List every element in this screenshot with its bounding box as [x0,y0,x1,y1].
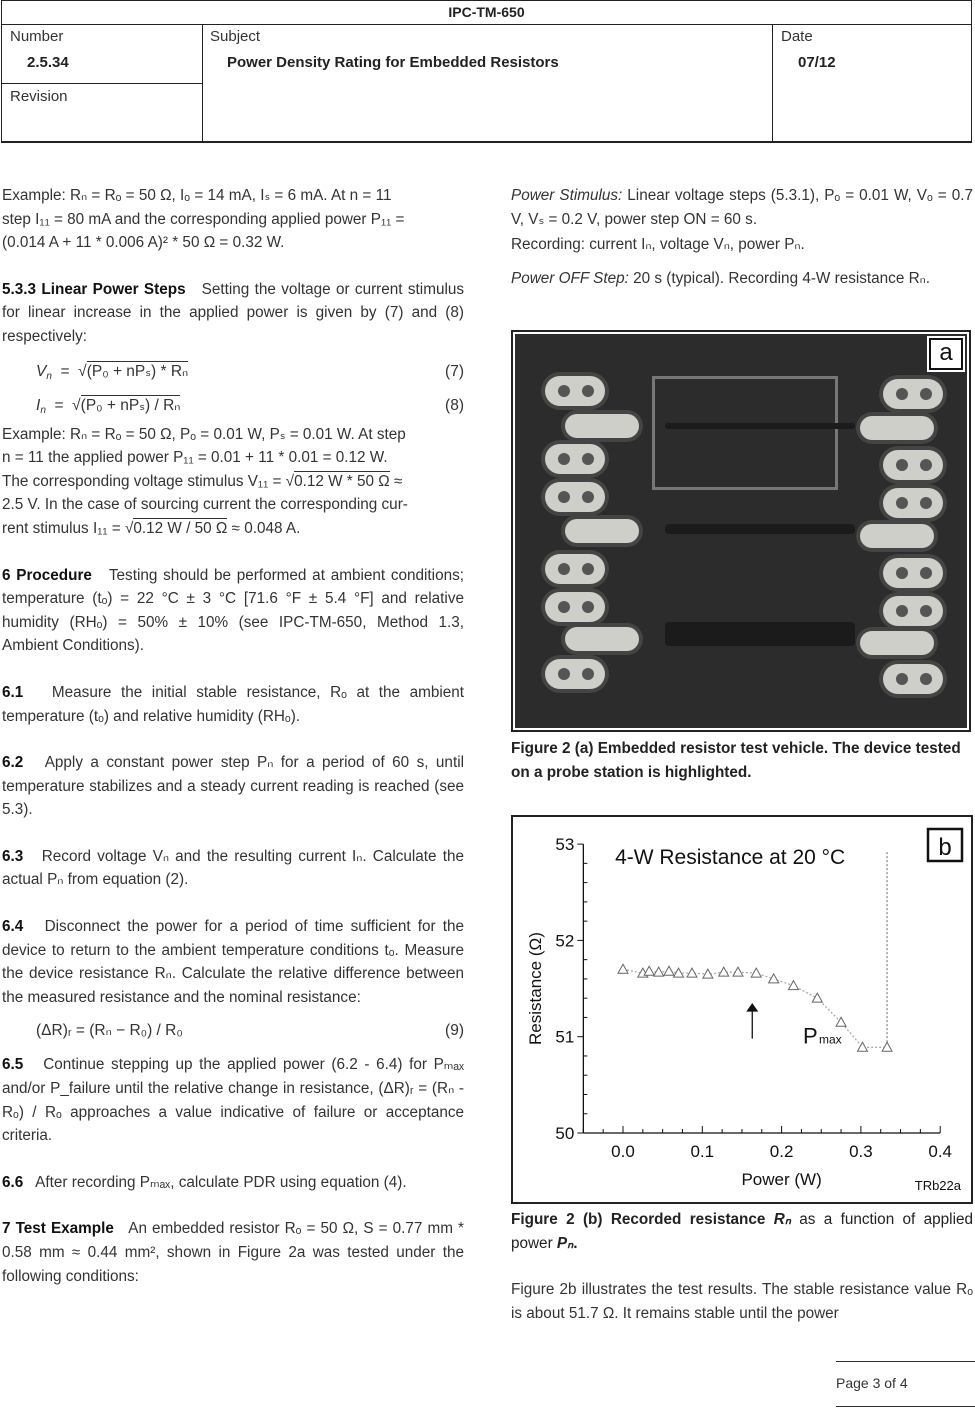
via-hole [920,497,932,509]
footer-rule-top [836,1361,975,1362]
figure-2b-caption: Figure 2 (b) Recorded resistance Rₙ as a function of applied power Pₙ. [511,1211,973,1252]
y-tick-label: 52 [555,931,575,951]
section-6-2: 6.2 Apply a constant power step Pₙ for a period of 60 s, until temperature stabilizes and a steady current reading is reached (see 5.3). [2,754,464,819]
via-hole [582,491,594,503]
via-hole [920,605,932,617]
via-hole [558,601,570,613]
resistor-trace [665,423,855,429]
section-6-5: 6.5 Continue stepping up the applied power (6.2 - 6.4) for Pₘₐₓ and/or P_failure until the relative change in resistance, (ΔR)ᵣ = (Rₙ - Rₒ) / Rₒ approaches a value indicative of failure or acceptance criteria. [2,1056,465,1145]
figure-2a-caption: Figure 2 (a) Embedded resistor test vehicle. The device tested on a probe station is highlighted. [511,740,961,781]
equation-7: $V_n = √(P_0 + nP_s) * R_n$ (7) [36,362,464,382]
resistor-trace [665,622,855,646]
data-point [812,993,822,1002]
via-hole [896,388,908,400]
via-pad [545,659,605,689]
via-hole [582,453,594,465]
via-hole [896,605,908,617]
via-hole [558,668,570,680]
x-tick-label: 0.1 [690,1142,715,1161]
contact-pad [565,414,639,438]
y-tick-label: 53 [555,835,575,855]
via-pad [883,596,943,626]
section-heading: 6 Procedure [2,566,92,584]
example-1: Example: Rₙ = Rₒ = 50 Ω, Iₒ = 14 mA, Iₛ = 6 mA. At n = 11 step I₁₁ = 80 mA and the corresponding applied power P₁₁ = (0.014 A + 11 * 0.006 A)² * 50 Ω = 0.32 W. [2,187,405,252]
section-6-3: 6.3 Record voltage Vₙ and the resulting current Iₙ. Calculate the actual Pₙ from equation (2). [2,847,464,889]
data-point [687,968,697,977]
divider [2,83,202,84]
via-pad [883,558,943,588]
pmax-label: P [803,1023,818,1049]
number-value: 2.5.34 [27,54,69,71]
divider [202,24,203,141]
number-label: Number [10,28,64,45]
contact-pad [860,416,934,440]
section-7: 7 Test Example An embedded resistor Rₒ = 50 Ω, S = 0.77 mm * 0.58 mm ≈ 0.44 mm², shown in Figure 2a was tested under the following conditions: [2,1220,465,1285]
via-hole [920,459,932,471]
data-point [751,968,761,977]
left-column [2,184,464,1288]
via-hole [896,459,908,471]
data-point [664,966,674,975]
highlight-box [652,376,838,490]
contact-pad [565,519,639,543]
section-6: 6 Procedure Testing should be performed at ambient conditions; temperature (tₒ) = 22 °C ± 3 °C [71.6 °F ± 5.4 °F] and relative humidity (RHₒ) = 50% ± 10% (see IPC-TM-650, Method 1.3, Ambient Conditions). [2,566,464,655]
section-5-3-3: 5.3.3 Linear Power Steps Setting the voltage or current stimulus for linear increase in the applied power is given by (7) and (8) respectively: [2,280,465,345]
power-off-step: Power OFF Step: 20 s (typical). Recording 4-W resistance Rₙ. [511,269,930,287]
pmax-subscript: max [819,1032,842,1047]
panel-tag-a: a [929,338,963,370]
x-tick-label: 0.2 [769,1142,794,1161]
via-hole [558,453,570,465]
via-hole [896,567,908,579]
y-tick-label: 51 [555,1027,575,1047]
via-hole [558,385,570,397]
data-point [644,966,654,975]
via-pad [883,379,943,409]
section-6-1: 6.1 Measure the initial stable resistance, Rₒ at the ambient temperature (tₒ) and relative humidity (RHₒ). [2,683,465,725]
via-hole [582,668,594,680]
equation-9: (ΔR)ᵣ = (Rₙ − R₀) / R₀ (9) [36,1022,464,1040]
resistor-trace [665,524,855,534]
y-tick-label: 50 [555,1124,575,1143]
x-tick-label: 0.3 [849,1142,873,1161]
subject-value: Power Density Rating for Embedded Resistors [227,54,559,71]
contact-pad [860,524,934,548]
via-hole [920,673,932,685]
example-2: Example: Rₙ = Rₒ = 50 Ω, Pₒ = 0.01 W, Pₛ = 0.01 W. At step n = 11 the applied power P₁₁ = 0.01 + 11 * 0.01 = 0.12 W. The corresponding voltage stimulus V₁₁ = √0.12 W * 50 Ω ≈ 2.5 V. In the case of sourcing current the corresponding cur- rent stimulus I₁₁ = √0.12 W / 50 Ω ≈ 0.048 A. [2,425,408,537]
via-hole [558,563,570,575]
divider [772,24,773,141]
results-paragraph: Figure 2b illustrates the test results. The stable resistance value Rₒ is about 51.7 Ω. It remains stable until the power [511,1281,973,1322]
via-hole [920,388,932,400]
pmax-arrow-head [746,1003,758,1012]
resistance-chart [513,817,971,1202]
subject-label: Subject [210,28,261,45]
via-pad [545,444,605,474]
via-pad [545,376,605,406]
via-hole [896,497,908,509]
standard-title: IPC-TM-650 [2,1,971,25]
document-header [1,0,972,143]
right-column-top [511,184,973,290]
data-point [788,981,798,990]
via-hole [920,567,932,579]
contact-pad [565,627,639,651]
revision-label: Revision [10,88,68,105]
via-hole [558,491,570,503]
footer-rule-bottom [836,1406,975,1407]
date-label: Date [781,28,813,45]
via-pad [883,664,943,694]
y-axis-label: Resistance (Ω) [526,932,545,1045]
equation-8: $I_n = √(P_0 + nP_s) / R_n$ (8) [36,396,464,416]
date-value: 07/12 [798,54,836,71]
x-axis-label: Power (W) [741,1170,822,1189]
section-6-4: 6.4 Disconnect the power for a period of time sufficient for the device to return to the ambient temperature conditions tₒ. Measure the device resistance Rₙ. Calculate the relative difference between the measured resistance and the nominal resistance: [2,918,465,1006]
data-point [618,964,628,973]
figure-2a-photo [511,330,971,732]
via-pad [883,488,943,518]
via-pad [545,482,605,512]
via-hole [582,563,594,575]
section-6-6: 6.6 After recording Pₘₐₓ, calculate PDR using equation (4). [2,1173,407,1191]
power-stimulus: Power Stimulus: Linear voltage steps (5.3.1), Pₒ = 0.01 W, Vₒ = 0.7 V, Vₛ = 0.2 V, power step ON = 60 s. [511,187,973,228]
recording-line: Recording: current Iₙ, voltage Vₙ, power Pₙ. [511,236,805,254]
section-heading: 5.3.3 Linear Power Steps [2,280,186,298]
data-point [857,1042,867,1051]
via-pad [545,554,605,584]
page-number: Page 3 of 4 [836,1375,908,1391]
via-hole [582,601,594,613]
via-pad [545,592,605,622]
x-tick-label: 0.0 [611,1142,635,1161]
x-tick-label: 0.4 [928,1142,953,1161]
via-pad [883,450,943,480]
via-hole [896,673,908,685]
figure-2b-chart [511,815,973,1204]
panel-tag-b: b [938,834,952,861]
contact-pad [860,631,934,655]
chart-watermark: TRb22a [914,1178,961,1193]
test-vehicle-image [515,334,967,728]
section-heading: 7 Test Example [2,1220,114,1238]
via-hole [582,385,594,397]
chart-title: 4-W Resistance at 20 °C [615,846,846,870]
